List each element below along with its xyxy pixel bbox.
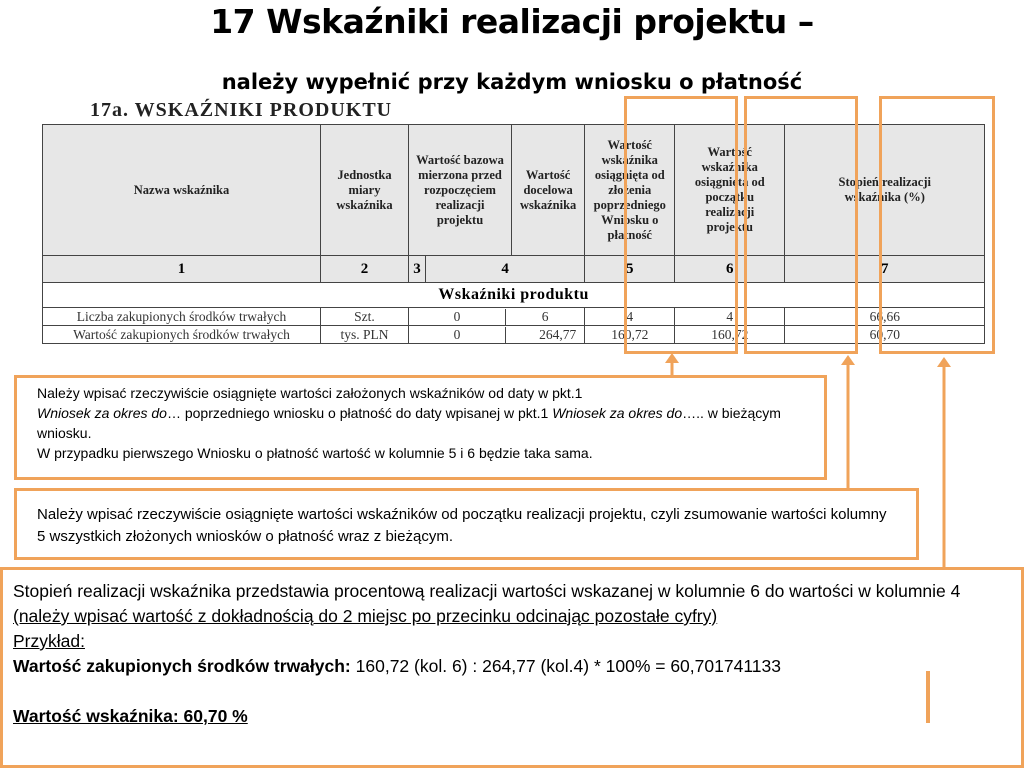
row-degree: 60,70 [785,326,985,344]
row-target: 264,77 [539,326,577,342]
note-text: (należy wpisać wartość z dokładnością do 2 miejsc po przecinku odcinając pozostałe cyfry) [13,606,718,626]
truncation-marker [926,671,930,723]
note-column-5 [14,375,827,480]
col-number: 5 [585,256,675,283]
header-base: Wartość bazowa mierzona przed rozpoczęciem realizacji projektu [409,125,512,255]
row-degree: 66,66 [785,308,985,326]
row-since-start: 4 [675,308,785,326]
col-number: 2 [321,256,409,283]
header-since-prev: Wartość wskaźnika osiągnięta od złożenia poprzedniego Wniosku o płatność [585,125,675,256]
table-section-title: 17a. WSKAŹNIKI PRODUKTU [90,99,393,121]
section-row-label: Wskaźniki produktu [43,283,985,308]
note-text: Stopień realizacji wskaźnika przedstawia procentową realizacji wartości wskazanej w kolumnie 6 do wartości w kolumnie 4 [13,581,961,601]
header-name: Nazwa wskaźnika [43,125,321,256]
note-text: Należy wpisać rzeczywiście osiągnięte wartości wskaźników od początku realizacji projektu, czyli zsumowanie wartości kolumny 5 wszystkich złożonych wniosków o płatność wraz z bieżącym. [37,506,887,545]
col-number: 6 [675,256,785,283]
arrow-up-icon [934,356,954,568]
row-base-target [409,308,585,326]
col-number: 4 [425,256,584,283]
header-degree: Stopień realizacji wskaźnika (%) [785,125,985,256]
row-name: Wartość zakupionych środków trwałych [43,326,321,344]
note-text: W przypadku pierwszego Wniosku o płatność wartość w kolumnie 5 i 6 będzie taka sama. [37,445,593,461]
slide-title: 17 Wskaźniki realizacji projektu – [210,2,814,41]
note-text: Należy wpisać rzeczywiście osiągnięte wartości założonych wskaźników od daty w pkt.1 [37,385,583,401]
note-column-6 [14,488,919,560]
row-since-start: 160,72 [675,326,785,344]
column-5-highlight [624,96,738,354]
header-base-target [409,125,585,256]
header-unit: Jednostka miary wskaźnika [321,125,409,256]
arrow-up-icon [838,354,858,488]
row-unit: tys. PLN [321,326,409,344]
row-target: 6 [541,308,549,324]
column-6-highlight [744,96,858,354]
note-text: Wniosek za okres do… poprzedniego wniosku o płatność do daty wpisanej w pkt.1 Wniosek za okres do….. w bieżącym wniosku. [37,405,781,441]
example-formula: Wartość zakupionych środków trwałych: 160,72 (kol. 6) : 264,77 (kol.4) * 100% = 60,701741133 [13,656,781,676]
col-number: 3 [409,256,426,283]
col-number: 1 [43,256,321,283]
row-name: Liczba zakupionych środków trwałych [43,308,321,326]
col-number: 7 [785,256,985,283]
row-base: 0 [409,327,506,343]
header-since-start: Wartość wskaźnika osiągnięta od początku realizacji projektu [675,125,785,256]
example-label: Przykład: [13,631,85,651]
header-target: Wartość docelowa wskaźnika [520,167,577,212]
column-7-highlight [879,96,995,354]
row-since-prev: 4 [585,308,675,326]
example-result: Wartość wskaźnika: 60,70 % [13,706,248,726]
row-since-prev: 160,72 [585,326,675,344]
note-column-7 [0,567,1024,768]
row-base-target [409,326,585,344]
slide-subtitle: należy wypełnić przy każdym wniosku o płatność [221,70,803,94]
row-unit: Szt. [321,308,409,326]
row-base: 0 [409,309,506,325]
